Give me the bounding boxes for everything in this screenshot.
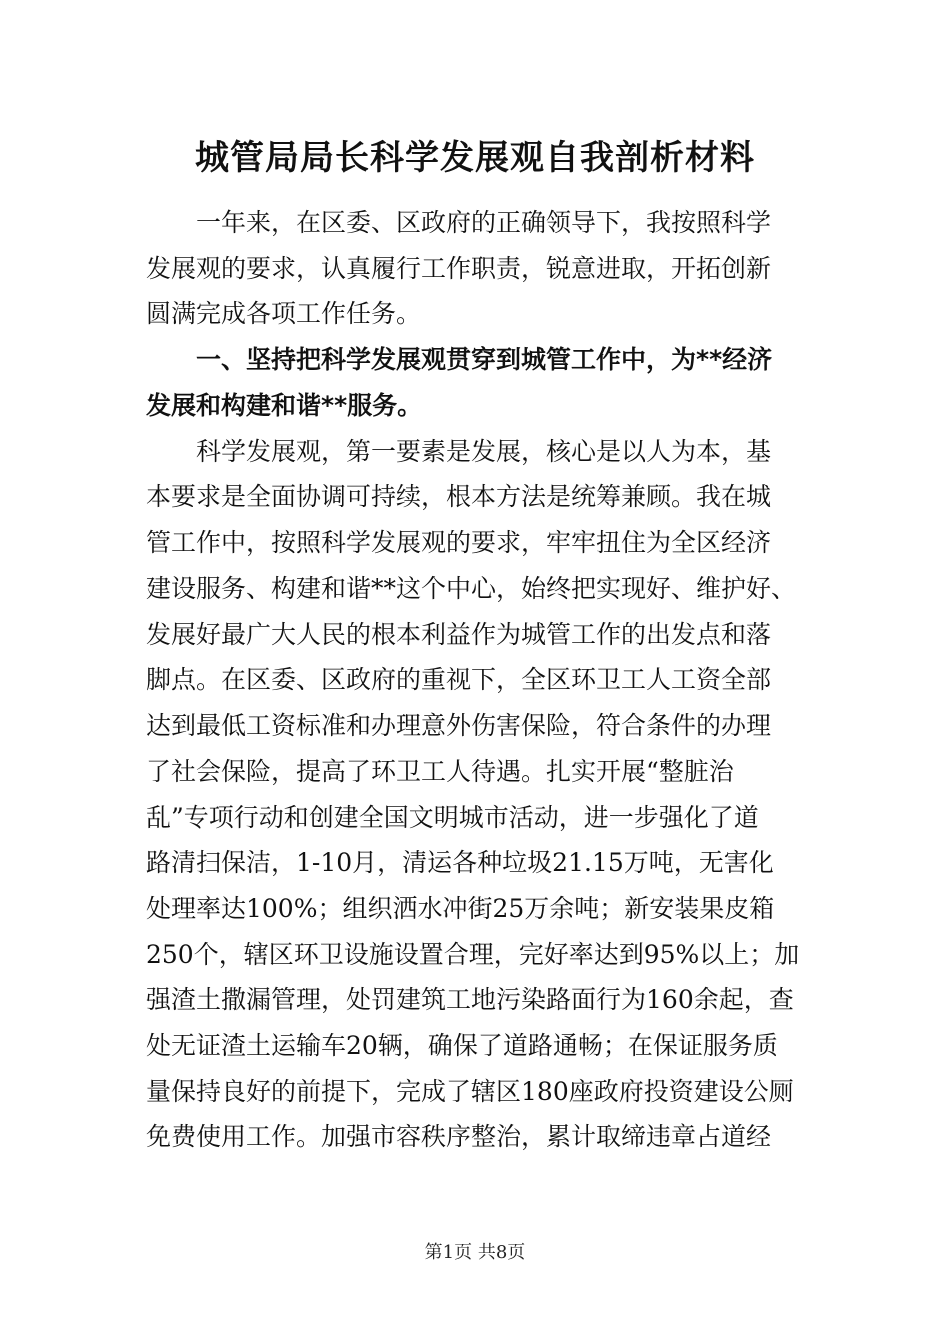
section-heading-line: 一、坚持把科学发展观贯穿到城管工作中，为**经济 [146, 345, 773, 374]
body-line: 一年来，在区委、区政府的正确领导下，我按照科学 [146, 208, 772, 237]
body-line: 250个，辖区环卫设施设置合理，完好率达到95%以上；加 [146, 940, 800, 969]
body-line: 管工作中，按照科学发展观的要求，牢牢扭住为全区经济 [146, 528, 772, 557]
document-title: 城管局局长科学发展观自我剖析材料 [195, 138, 755, 178]
body-line: 建设服务、构建和谐**这个中心，始终把实现好、维护好、 [146, 574, 797, 603]
body-line: 处理率达100%；组织洒水冲街25万余吨；新安装果皮箱 [146, 894, 775, 923]
body-line: 处无证渣土运输车20辆，确保了道路通畅；在保证服务质 [146, 1031, 778, 1060]
body-line: 了社会保险，提高了环卫工人待遇。扎实开展“整脏治 [146, 757, 734, 786]
body-line: 圆满完成各项工作任务。 [146, 299, 422, 328]
body-line: 本要求是全面协调可持续，根本方法是统筹兼顾。我在城 [146, 482, 772, 511]
body-line: 发展好最广大人民的根本利益作为城管工作的出发点和落 [146, 620, 772, 649]
body-line: 科学发展观，第一要素是发展，核心是以人为本，基 [146, 437, 772, 466]
body-line: 达到最低工资标准和办理意外伤害保险，符合条件的办理 [146, 711, 772, 740]
body-line: 免费使用工作。加强市容秩序整治，累计取缔违章占道经 [146, 1122, 772, 1151]
body-line: 量保持良好的前提下，完成了辖区180座政府投资建设公厕 [146, 1077, 794, 1106]
body-line: 发展观的要求，认真履行工作职责，锐意进取，开拓创新 [146, 254, 772, 283]
section-heading-line: 发展和构建和谐**服务。 [146, 391, 423, 420]
body-line: 乱”专项行动和创建全国文明城市活动，进一步强化了道 [146, 803, 759, 832]
page-footer: 第1页 共8页 [424, 1242, 526, 1263]
body-line: 路清扫保洁，1-10月，清运各种垃圾21.15万吨，无害化 [146, 848, 774, 877]
body-line: 强渣土撒漏管理，处罚建筑工地污染路面行为160余起，查 [146, 985, 794, 1014]
body-line: 脚点。在区委、区政府的重视下，全区环卫工人工资全部 [146, 665, 772, 694]
